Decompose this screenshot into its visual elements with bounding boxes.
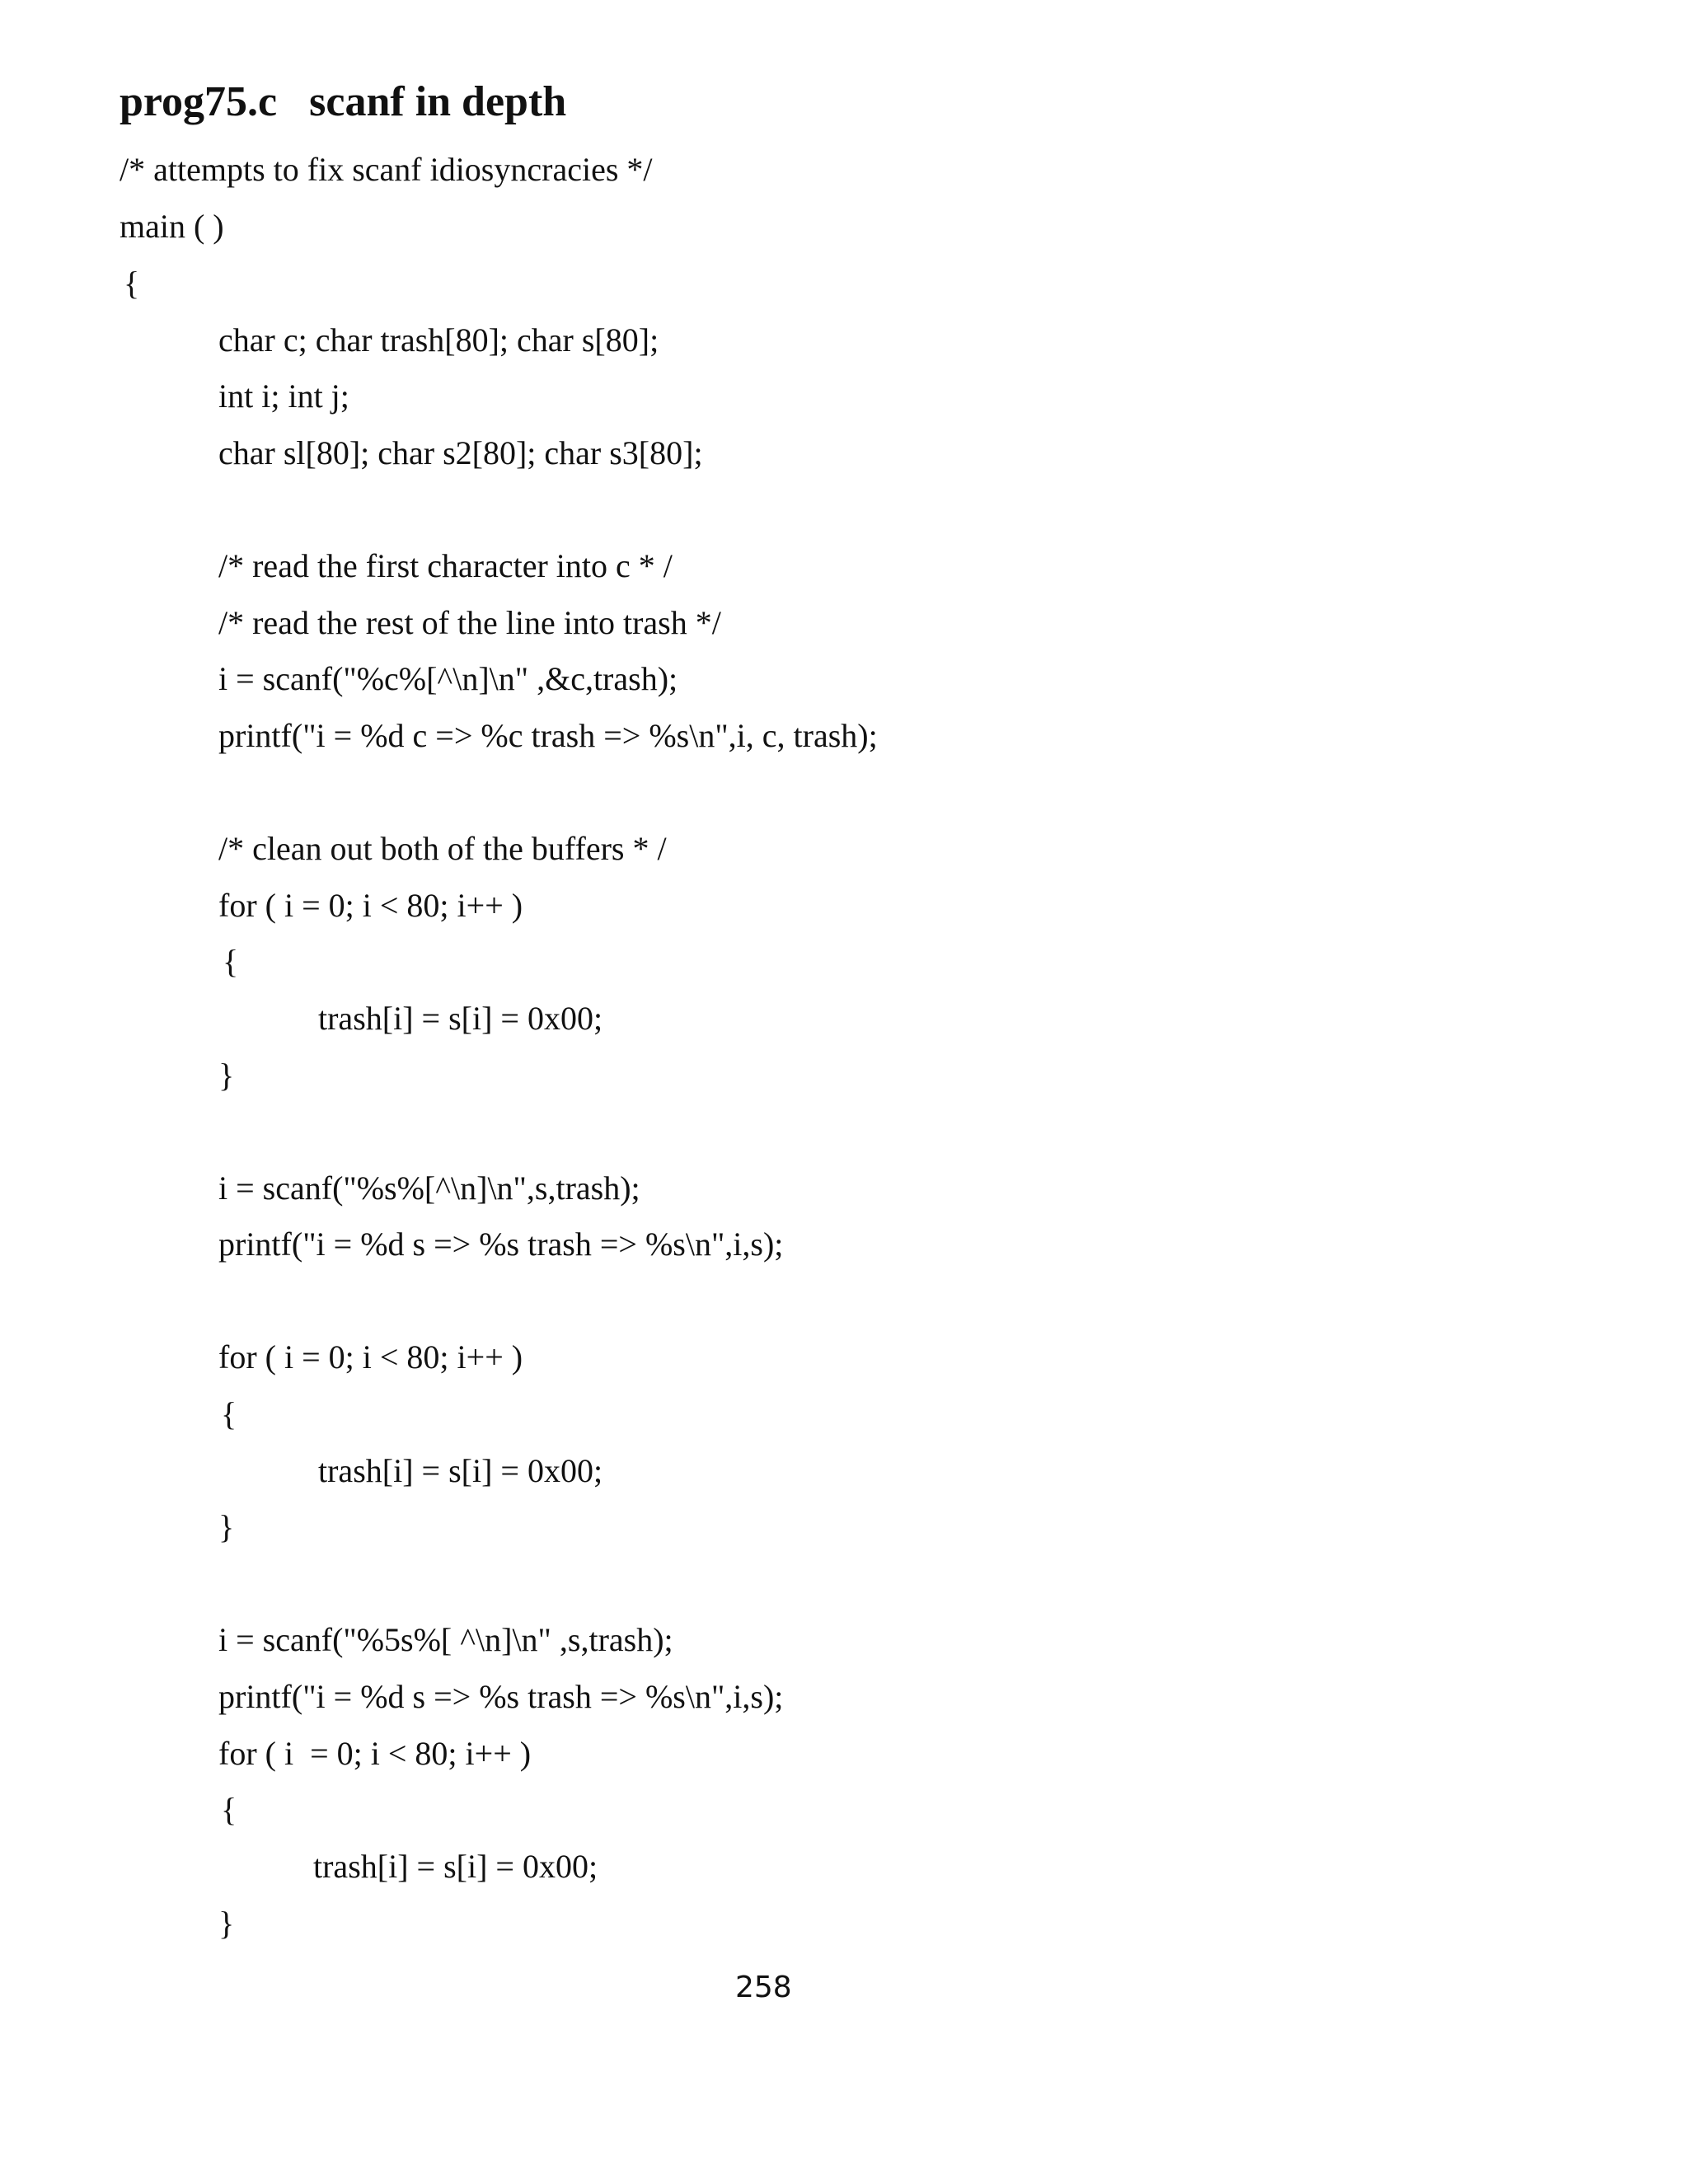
code-line-printf-2: printf("i = %d s => %s trash => %s\n",i,s); — [218, 1226, 784, 1263]
code-line-char-decl: char c; char trash[80]; char s[80]; — [218, 321, 659, 359]
code-line-string-decl: char sl[80]; char s2[80]; char s3[80]; — [218, 434, 703, 471]
code-line-scanf-1: i = scanf("%c%[^\n]\n" ,&c,trash); — [218, 660, 678, 697]
code-line-for-2-close: } — [218, 1508, 235, 1545]
code-line-for-3-body: trash[i] = s[i] = 0x00; — [313, 1848, 598, 1885]
page-title: prog75.c scanf in depth — [120, 78, 567, 125]
code-line-comment-clean: /* clean out both of the buffers * / — [218, 830, 667, 867]
code-line-main: main ( ) — [120, 208, 224, 245]
code-line-comment-intro: /* attempts to fix scanf idiosyncracies */ — [120, 151, 653, 188]
code-line-scanf-2: i = scanf("%s%[^\n]\n",s,trash); — [218, 1169, 640, 1207]
code-line-for-3: for ( i = 0; i < 80; i++ ) — [218, 1735, 532, 1772]
code-line-for-2: for ( i = 0; i < 80; i++ ) — [218, 1338, 523, 1376]
code-line-comment-read-rest: /* read the rest of the line into trash */ — [218, 604, 721, 641]
code-line-for-2-open: { — [221, 1395, 237, 1432]
code-line-scanf-3: i = scanf("%5s%[ ^\n]\n" ,s,trash); — [218, 1621, 673, 1658]
code-line-for-3-close: } — [218, 1905, 235, 1942]
code-line-comment-read-first: /* read the first character into c * / — [218, 547, 673, 584]
code-line-for-1-open: { — [223, 943, 239, 980]
code-line-for-1: for ( i = 0; i < 80; i++ ) — [218, 887, 523, 924]
code-line-for-1-body: trash[i] = s[i] = 0x00; — [318, 1000, 603, 1037]
page-number: 258 — [735, 1971, 792, 2004]
code-line-printf-3: printf("i = %d s => %s trash => %s\n",i,s); — [218, 1678, 784, 1715]
code-line-for-3-open: { — [221, 1791, 237, 1828]
code-line-for-1-close: } — [218, 1057, 235, 1094]
code-line-printf-1: printf("i = %d c => %c trash => %s\n",i, c, trash); — [218, 717, 878, 754]
code-line-open-brace: { — [124, 265, 140, 302]
code-line-for-2-body: trash[i] = s[i] = 0x00; — [318, 1452, 603, 1489]
code-line-int-decl: int i; int j; — [218, 377, 349, 415]
